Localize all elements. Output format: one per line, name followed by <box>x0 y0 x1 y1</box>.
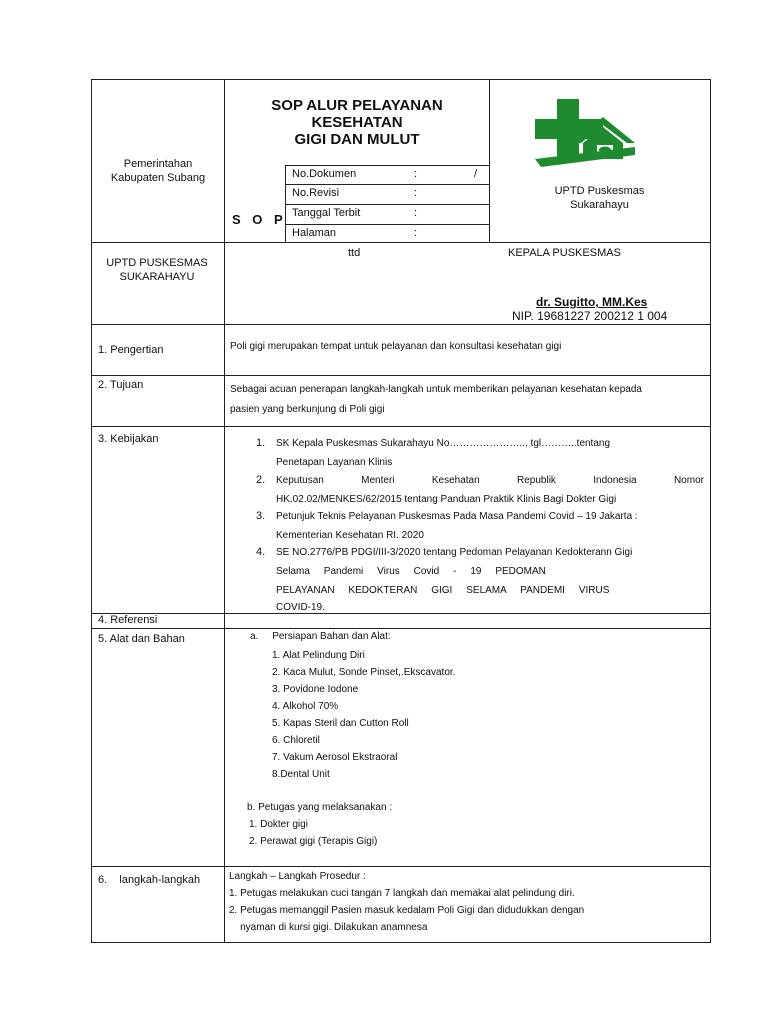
head-nip: NIP. 19681227 200212 1 004 <box>512 309 668 323</box>
list-item: 6. Chloretil <box>272 735 320 746</box>
tujuan-text: Sebagai acuan penerapan langkah-langkah untuk memberikan pelayanan kesehatan kepada pasien yang berkunjung di Poli gigi <box>230 384 642 415</box>
list-item: 8.Dental Unit <box>272 769 330 780</box>
org-name: UPTD Puskesmas Sukarahayu <box>554 185 645 211</box>
list-item: 1. Alat Pelindung Diri <box>272 650 365 661</box>
doc-field-colon: : <box>414 227 418 239</box>
list-item-number: 2. <box>256 474 266 486</box>
doc-field-label: No.Dokumen <box>292 168 357 180</box>
doc-field-colon: : <box>414 187 418 199</box>
section-label-pengertian: 1. Pengertian <box>98 344 164 356</box>
list-item: 2. Perawat gigi (Terapis Gigi) <box>249 836 378 847</box>
sop-label: S O P <box>232 212 287 227</box>
head-position: KEPALA PUSKESMAS <box>508 247 621 259</box>
list-item-number: 1. <box>256 437 266 449</box>
head-name: dr. Sugitto, MM.Kes <box>536 295 648 309</box>
list-item: 4. Alkohol 70% <box>272 701 339 712</box>
alat-a-label: a. Persiapan Bahan dan Alat: <box>250 631 391 642</box>
section-label-referensi: 4. Referensi <box>98 614 158 626</box>
doc-field-label: Tanggal Terbit <box>292 207 361 219</box>
doc-field-colon: : <box>414 168 418 180</box>
doc-field-colon: : <box>414 207 418 219</box>
list-item: 7. Vakum Aerosol Ekstraoral <box>272 752 398 763</box>
section-label-kebijakan: 3. Kebijakan <box>98 433 159 445</box>
list-item-number: 3. <box>256 510 266 522</box>
langkah-text: Langkah – Langkah Prosedur : 1. Petugas melakukan cuci tangan 7 langkah dan memakai alat pelindung diri. 2. Petugas memanggil Pasien masuk kedalam Poli Gigi dan didudukkan dengan nyaman di kursi gigi. Dilakukan anamnesa <box>229 871 585 933</box>
list-item: 2. Kaca Mulut, Sonde Pinset,.Ekscavator. <box>272 667 456 678</box>
government-label: Pemerintahan Kabupaten Subang <box>110 158 206 184</box>
doc-field-label: Halaman <box>292 227 337 239</box>
green-cross-house-icon <box>517 95 650 177</box>
alat-b-label: b. Petugas yang melaksanakan : <box>247 802 393 813</box>
section-label-langkah: 6. langkah-langkah <box>98 874 201 886</box>
alat-a-list <box>272 647 455 783</box>
list-item-number: 4. <box>256 546 266 558</box>
section-label-tujuan: 2. Tujuan <box>98 379 144 391</box>
list-item: Keputusan Menteri Kesehatan Republik Indonesia Nomor HK.02.02/MENKES/62/2015 tentang Panduan Praktik Klinis Bagi Dokter Gigi <box>276 475 704 505</box>
alat-b-list <box>249 816 377 850</box>
list-item: SE NO.2776/PB PDGI/III-3/2020 tentang Pedoman Pelayanan Kedokterann Gigi Selama Pandemi Virus Covid - 19 PEDOMAN PELAYANAN KEDOKTERAN GIGI SELAMA PANDEMI VIRUS COVID-19. <box>276 547 633 613</box>
list-item: SK Kepala Puskesmas Sukarahayu No………………….., tgl………..tentang Penetapan Layanan Klinis <box>276 438 611 468</box>
list-item: 3. Povidone Iodone <box>272 684 359 695</box>
document-title: SOP ALUR PELAYANAN KESEHATAN GIGI DAN MULUT <box>271 97 443 148</box>
list-item: 1. Dokter gigi <box>249 819 308 830</box>
doc-field-value: / <box>474 168 478 180</box>
doc-field-label: No.Revisi <box>292 187 340 199</box>
section-label-alat: 5. Alat dan Bahan <box>98 633 185 645</box>
pengertian-text: Poli gigi merupakan tempat untuk pelayanan dan konsultasi kesehatan gigi <box>230 341 562 352</box>
ttd-label: ttd <box>348 247 361 259</box>
list-item: 5. Kapas Steril dan Cutton Roll <box>272 718 409 729</box>
puskesmas-name: UPTD PUSKESMAS SUKARAHAYU <box>106 257 208 283</box>
list-item: Petunjuk Teknis Pelayanan Puskesmas Pada Masa Pandemi Covid – 19 Jakarta : Kementerian Kesehatan RI. 2020 <box>276 511 638 541</box>
